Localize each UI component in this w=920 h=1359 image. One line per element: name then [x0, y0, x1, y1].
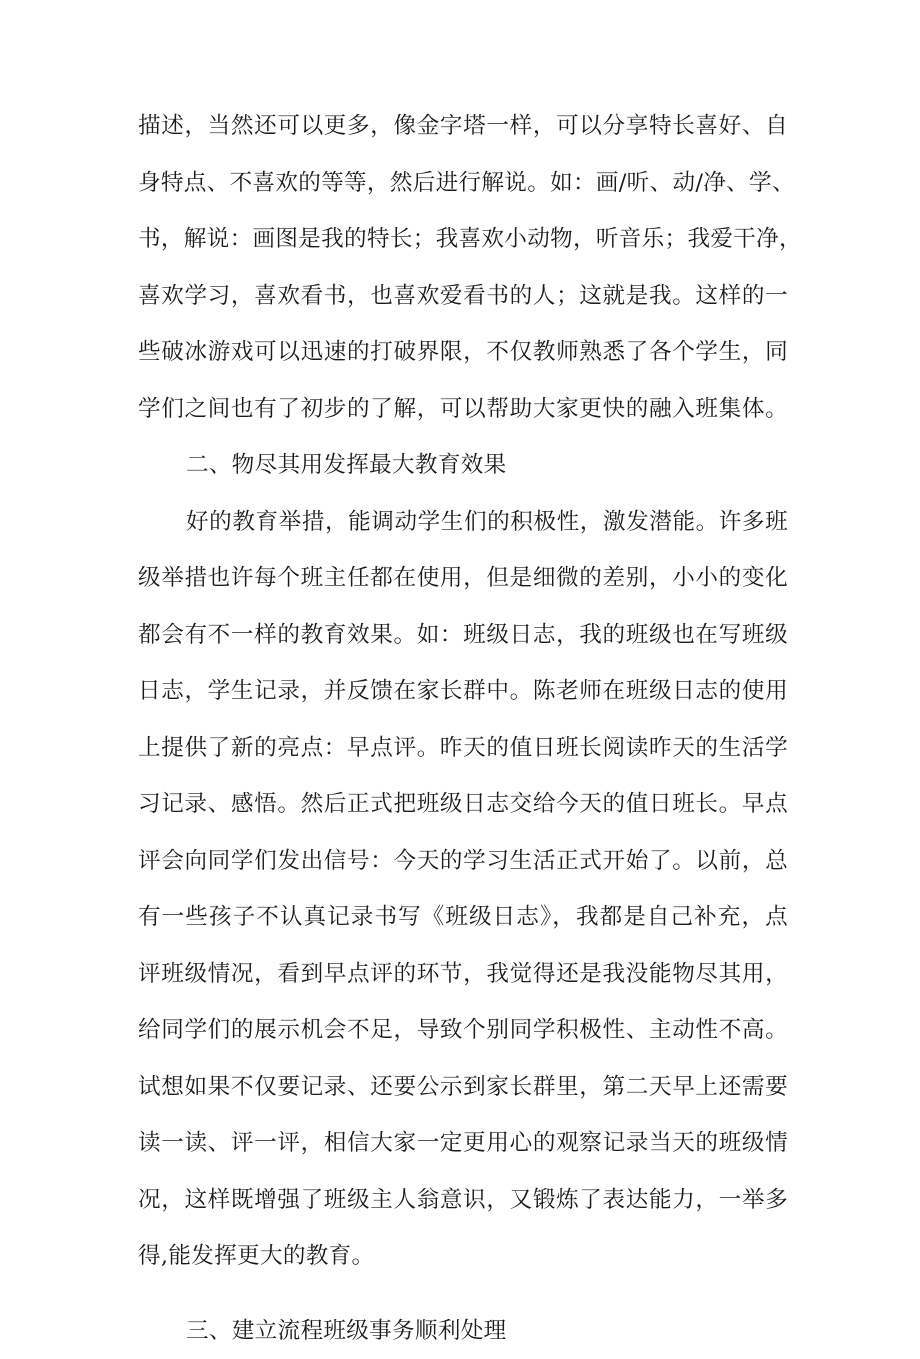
text-line: 级举措也许每个班主任都在使用，但是细微的差别，小小的变化: [138, 550, 788, 607]
text-line: 评会向同学们发出信号：今天的学习生活正式开始了。以前，总: [138, 833, 788, 890]
paragraph-1: [138, 98, 788, 437]
text-line: 都会有不一样的教育效果。如：班级日志，我的班级也在写班级: [138, 607, 788, 664]
text-line: 些破冰游戏可以迅速的打破界限，不仅教师熟悉了各个学生，同: [138, 324, 788, 381]
text-line: 上提供了新的亮点：早点评。昨天的值日班长阅读昨天的生活学: [138, 720, 788, 777]
text-line: 习记录、感悟。然后正式把班级日志交给今天的值日班长。早点: [138, 776, 788, 833]
text-line: 读一读、评一评，相信大家一定更用心的观察记录当天的班级情: [138, 1115, 788, 1172]
text-line: 得,能发挥更大的教育。: [138, 1228, 788, 1285]
paragraph-2: [138, 494, 788, 1285]
text-line: 试想如果不仅要记录、还要公示到家长群里，第二天早上还需要: [138, 1059, 788, 1116]
section-heading-2: 二、物尽其用发挥最大教育效果: [138, 437, 788, 494]
text-line: 有一些孩子不认真记录书写《班级日志》，我都是自己补充，点: [138, 889, 788, 946]
text-line: 日志，学生记录，并反馈在家长群中。陈老师在班级日志的使用: [138, 663, 788, 720]
text-line: 身特点、不喜欢的等等，然后进行解说。如：画/听、动/净、学、: [138, 155, 788, 212]
paragraph-gap: [138, 1285, 788, 1303]
section-heading-3: 三、建立流程班级事务顺利处理: [138, 1303, 788, 1359]
text-line: 学们之间也有了初步的了解，可以帮助大家更快的融入班集体。: [138, 381, 788, 438]
text-line: 况，这样既增强了班级主人翁意识，又锻炼了表达能力，一举多: [138, 1172, 788, 1229]
text-line: 评班级情况，看到早点评的环节，我觉得还是我没能物尽其用，: [138, 946, 788, 1003]
text-line: 书，解说：画图是我的特长；我喜欢小动物，听音乐；我爱干净，: [138, 211, 788, 268]
document-page: [138, 98, 788, 1359]
text-line: 喜欢学习，喜欢看书，也喜欢爱看书的人；这就是我。这样的一: [138, 268, 788, 325]
text-line: 描述，当然还可以更多，像金字塔一样，可以分享特长喜好、自: [138, 98, 788, 155]
text-line: 给同学们的展示机会不足，导致个别同学积极性、主动性不高。: [138, 1002, 788, 1059]
text-line: 好的教育举措，能调动学生们的积极性，激发潜能。许多班: [138, 494, 788, 551]
